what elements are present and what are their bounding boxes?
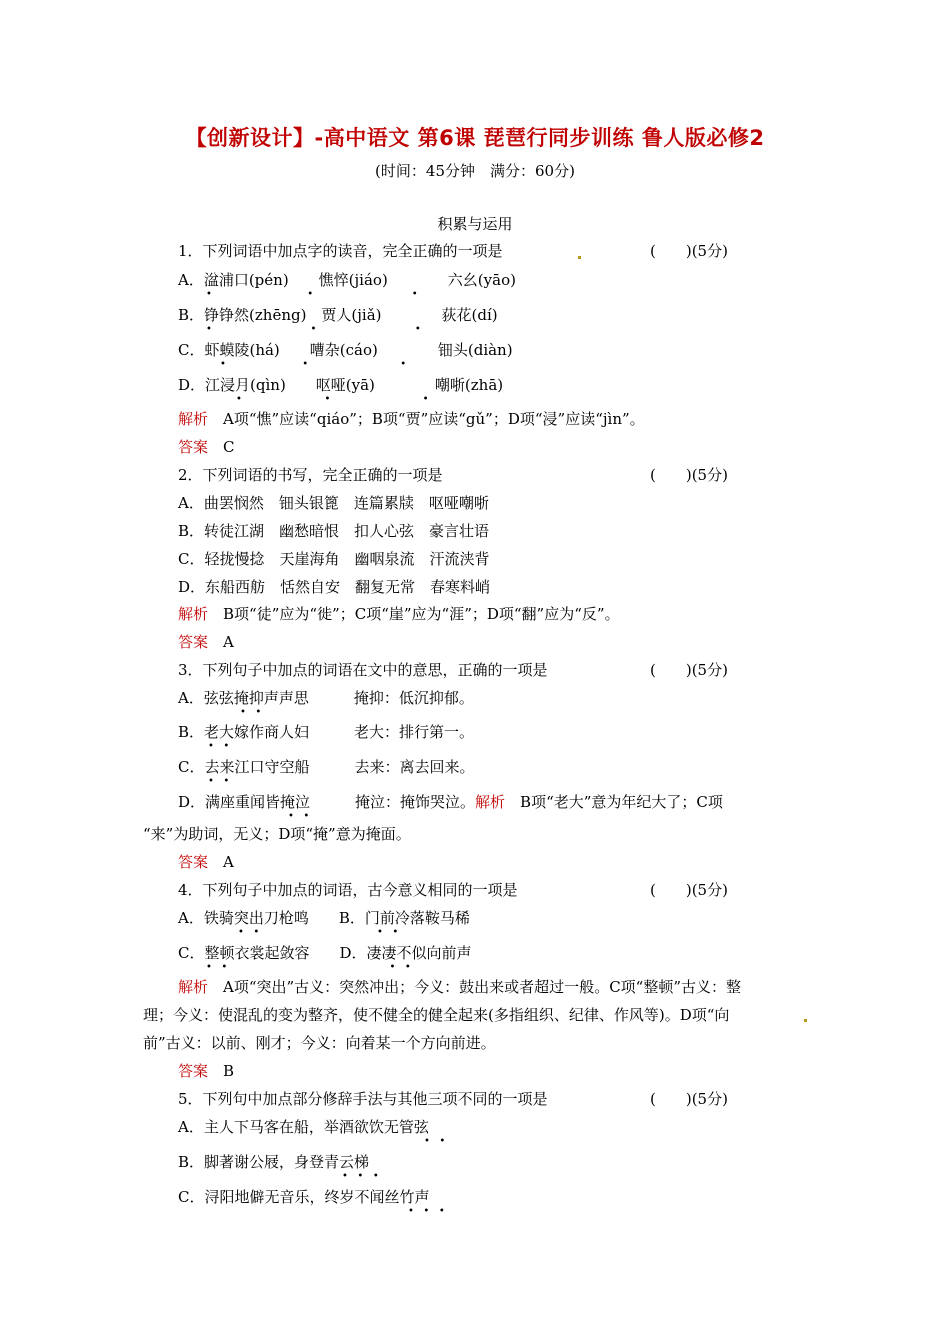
q3-option-b: B．老大嫁作商人妇 老大：排行第一。 (178, 723, 475, 741)
q3-answer-text: A (208, 853, 234, 871)
emphasis-dots: • • (240, 707, 262, 718)
q3-analysis-continued: “来”为助词，无义；D项“掩”意为掩面。 (143, 825, 411, 843)
emphasis-dots: • • • (342, 1171, 379, 1182)
q1-option-b: B．铮铮然(zhēng) 贾人(jiǎ) 荻花(dí) (178, 306, 498, 324)
q4-analysis (178, 977, 741, 997)
q1-stem: 1．下列词语中加点字的读音，完全正确的一项是 (178, 242, 503, 260)
q1-answer (178, 437, 235, 457)
q2-score: ( )(5分) (650, 466, 728, 484)
q5-stem: 5．下列句中加点部分修辞手法与其他三项不同的一项是 (178, 1090, 548, 1108)
q3-answer (178, 852, 234, 872)
q4-options-ab: A．铁骑突出刀枪鸣 B．门前冷落鞍马稀 (178, 909, 470, 927)
q4-stem: 4．下列句子中加点的词语，古今意义相同的一项是 (178, 881, 518, 899)
q2-answer (178, 632, 234, 652)
q1-analysis (178, 409, 645, 429)
q4-analysis-line2: 理；今义：使混乱的变为整齐，使不健全的健全起来(多指组织、纪律、作风等)。D项“向 (143, 1006, 730, 1024)
q2-option-c: C．轻拢慢捻 天崖海角 幽咽泉流 汗流浃背 (178, 550, 490, 568)
q4-analysis-line1: A项“突出”古义：突然冲出；今义：鼓出来或者超过一般。C项“整顿”古义：整 (208, 978, 742, 996)
emphasis-dots: • • • (408, 1206, 445, 1217)
q2-option-d: D．东船西舫 恬然自安 翻复无常 春寒料峭 (178, 578, 491, 596)
analysis-label: 解析 (178, 410, 209, 428)
q5-score: ( )(5分) (650, 1090, 728, 1108)
q4-answer-text: B (208, 1062, 235, 1080)
answer-label: 答案 (178, 853, 209, 871)
answer-label: 答案 (178, 1062, 209, 1080)
q1-option-c: C．虾蟆陵(há) 嘈杂(cáo) 钿头(diàn) (178, 341, 513, 359)
marker-dot (804, 1019, 807, 1022)
q3-option-d-text: D．满座重闻皆掩泣 掩泣：掩饰哭泣。 (178, 793, 476, 811)
q1-score: ( )(5分) (650, 242, 728, 260)
answer-label: 答案 (178, 438, 209, 456)
q2-analysis-text: B项“徒”应为“徙”；C项“崖”应为“涯”；D项“翻”应为“反”。 (208, 605, 620, 623)
q2-analysis (178, 604, 620, 624)
q2-option-a: A．曲罢悯然 钿头银篦 连篇累牍 呕哑嘲哳 (178, 494, 489, 512)
emphasis-dots: • • • • (206, 962, 411, 973)
q4-options-cd: C．整顿衣裳起敛容 D．凄凄不似向前声 (178, 944, 472, 962)
emphasis-dots: • • • (206, 324, 421, 335)
emphasis-dots: • • • (236, 394, 429, 405)
q2-answer-text: A (208, 633, 234, 651)
q3-option-a: A．弦弦掩抑声声思 掩抑：低沉抑郁。 (178, 689, 474, 707)
section-heading: 积累与运用 (437, 215, 513, 233)
q5-option-c: C．浔阳地僻无音乐，终岁不闻丝竹声 (178, 1188, 430, 1206)
analysis-label: 解析 (178, 978, 209, 996)
emphasis-dots: • • • (206, 289, 418, 300)
analysis-label: 解析 (178, 605, 209, 623)
q4-score: ( )(5分) (650, 881, 728, 899)
document-title: 【创新设计】-高中语文 第6课 琵琶行同步训练 鲁人版必修2 (185, 126, 765, 150)
q1-option-a: A．湓浦口(pén) 憔悴(jiáo) 六幺(yāo) (178, 271, 516, 289)
emphasis-dots: • • (208, 741, 230, 752)
q3-analysis-text: B项“老大”意为年纪大了；C项 (505, 793, 723, 811)
q4-answer (178, 1061, 234, 1081)
emphasis-dots: • • (424, 1136, 446, 1147)
q3-option-d (178, 792, 723, 812)
q3-option-c: C．去来江口守空船 去来：离去回来。 (178, 758, 475, 776)
emphasis-dots: • • • (220, 359, 407, 370)
q4-analysis-line3: 前”古义：以前、刚才；今义：向着某一个方向前进。 (143, 1034, 496, 1052)
q2-stem: 2．下列词语的书写，完全正确的一项是 (178, 466, 443, 484)
marker-dot (578, 256, 581, 259)
document-subtitle: (时间：45分钟 满分：60分) (375, 162, 575, 180)
q1-answer-text: C (208, 438, 235, 456)
answer-label: 答案 (178, 633, 209, 651)
q5-option-b: B．脚著谢公屐，身登青云梯 (178, 1153, 370, 1171)
q1-analysis-text: A项“憔”应读“qiáo”；B项“贾”应读“gǔ”；D项“浸”应读“jìn”。 (208, 410, 645, 428)
q1-option-d: D．江浸月(qìn) 呕哑(yā) 嘲哳(zhā) (178, 376, 504, 394)
q2-option-b: B．转徒江湖 幽愁暗恨 扣人心弦 豪言壮语 (178, 522, 490, 540)
emphasis-dots: • • (208, 776, 230, 787)
analysis-label: 解析 (475, 793, 506, 811)
q3-stem: 3．下列句子中加点的词语在文中的意思，正确的一项是 (178, 661, 548, 679)
emphasis-dots: • • • • (238, 927, 399, 938)
q3-score: ( )(5分) (650, 661, 728, 679)
emphasis-dots: • • (288, 811, 310, 822)
q5-option-a: A．主人下马客在船，举酒欲饮无管弦 (178, 1118, 429, 1136)
